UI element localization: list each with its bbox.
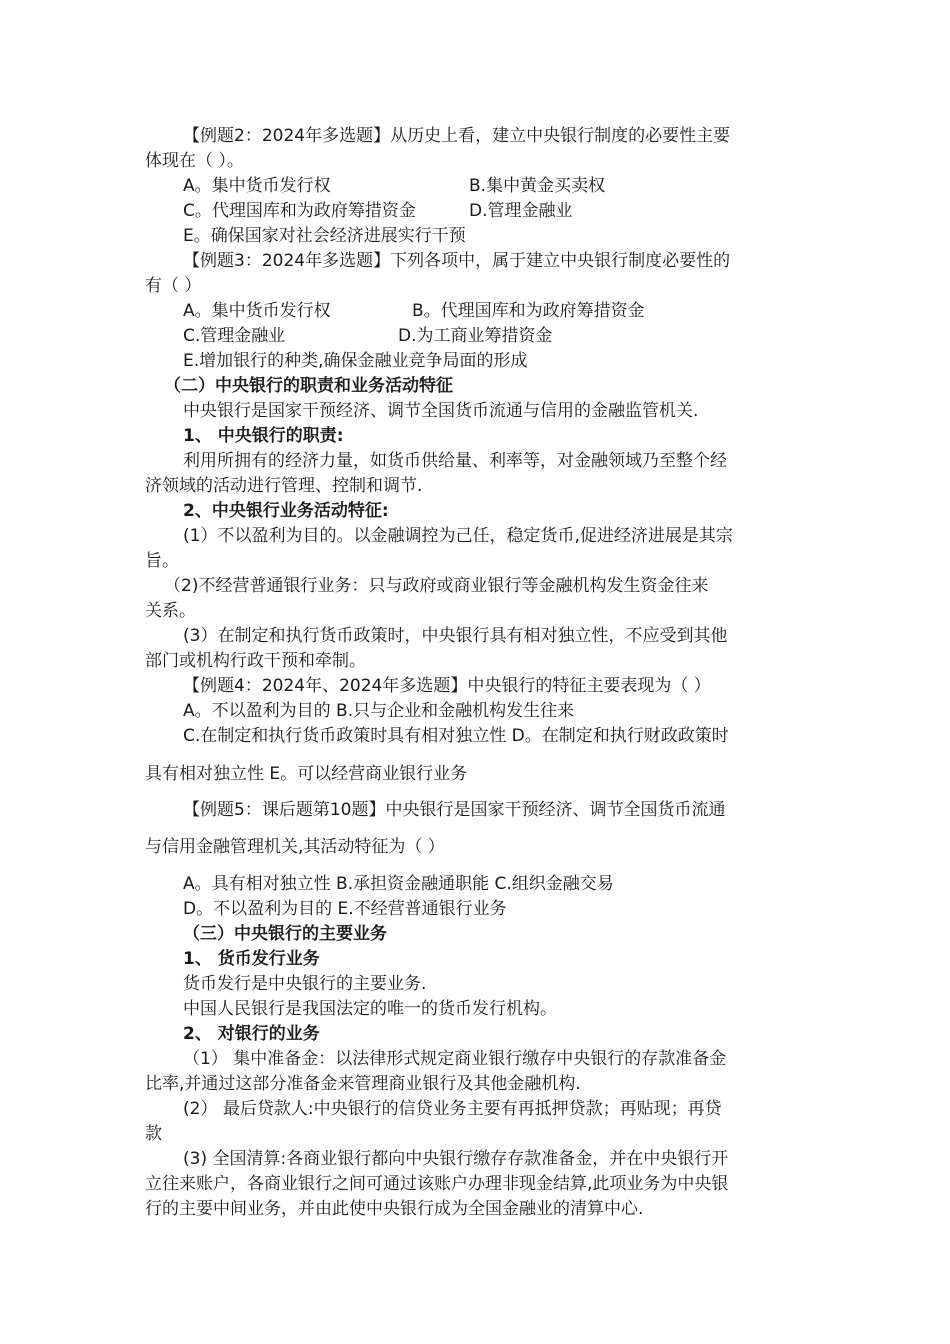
example-2-heading: 【例题2：2024年多选题】从历史上看，建立中央银行制度的必要性主要 xyxy=(183,126,731,146)
example-3-heading-cont: 有（ ） xyxy=(145,276,202,296)
paragraph: 利用所拥有的经济力量，如货币供给量、利率等，对金融领域乃至整个经 xyxy=(183,451,727,471)
options-line: A。不以盈利为目的 B.只与企业和金融机构发生往来 xyxy=(183,701,575,721)
option-b: B。代理国库和为政府筹措资金 xyxy=(412,301,645,321)
option-c: C.管理金融业 xyxy=(183,326,286,346)
example-5-heading: 【例题5：课后题第10题】中央银行是国家干预经济、调节全国货币流通 xyxy=(183,800,726,820)
options-line-cont: 具有相对独立性 E。可以经营商业银行业务 xyxy=(145,764,468,784)
paragraph-cont: 行的主要中间业务，并由此使中央银行成为全国金融业的清算中心. xyxy=(145,1199,644,1219)
example-3-heading: 【例题3：2024年多选题】下列各项中，属于建立中央银行制度必要性的 xyxy=(183,251,731,271)
subsection-heading: 1、 中央银行的职责: xyxy=(183,426,344,446)
options-line: C.在制定和执行货币政策时具有相对独立性 D。在制定和执行财政政策时 xyxy=(183,726,729,746)
paragraph-cont: 旨。 xyxy=(145,551,179,571)
option-c: C。代理国库和为政府筹措资金 xyxy=(183,201,416,221)
option-a: A。集中货币发行权 xyxy=(183,176,331,196)
paragraph-cont: 济领域的活动进行管理、控制和调节. xyxy=(145,476,423,496)
paragraph-cont: 部门或机构行政干预和牵制。 xyxy=(145,651,366,671)
paragraph: 货币发行是中央银行的主要业务. xyxy=(183,974,427,994)
paragraph: (3) 全国清算:各商业银行都向中央银行缴存存款准备金，并在中央银行开 xyxy=(183,1149,729,1169)
paragraph: （1） 集中准备金：以法律形式规定商业银行缴存中央银行的存款准备金 xyxy=(183,1049,727,1069)
section-heading: （二）中央银行的职责和业务活动特征 xyxy=(164,376,453,396)
paragraph-cont: 款 xyxy=(145,1124,162,1144)
option-a: A。集中货币发行权 xyxy=(183,301,331,321)
option-e: E.增加银行的种类,确保金融业竞争局面的形成 xyxy=(183,351,528,371)
option-b: B.集中黄金买卖权 xyxy=(469,176,606,196)
subsection-heading: 2、中央银行业务活动特征: xyxy=(183,501,389,521)
paragraph-cont: 关系。 xyxy=(145,601,196,621)
option-e: E。确保国家对社会经济进展实行干预 xyxy=(183,226,466,246)
example-2-heading-cont: 体现在（ ）。 xyxy=(145,151,244,171)
subsection-heading: 2、 对银行的业务 xyxy=(183,1024,320,1044)
subsection-heading: 1、 货币发行业务 xyxy=(183,949,320,969)
paragraph: (2） 最后贷款人:中央银行的信贷业务主要有再抵押贷款；再贴现；再贷 xyxy=(183,1099,722,1119)
example-4-heading: 【例题4：2024年、2024年多选题】中央银行的特征主要表现为（ ） xyxy=(183,676,711,696)
options-line: D。不以盈利为目的 E.不经营普通银行业务 xyxy=(183,899,507,919)
paragraph: (1）不以盈利为目的。以金融调控为己任，稳定货币,促进经济进展是其宗 xyxy=(183,526,733,546)
paragraph: 中央银行是国家干预经济、调节全国货币流通与信用的金融监管机关. xyxy=(183,401,699,421)
paragraph-cont: 比率,并通过这部分准备金来管理商业银行及其他金融机构. xyxy=(145,1074,581,1094)
options-line: A。具有相对独立性 B.承担资金融通职能 C.组织金融交易 xyxy=(183,874,614,894)
paragraph-cont: 立往来账户，各商业银行之间可通过该账户办理非现金结算,此项业务为中央银 xyxy=(145,1174,729,1194)
option-d: D.管理金融业 xyxy=(469,201,573,221)
paragraph: （2)不经营普通银行业务：只与政府或商业银行等金融机构发生资金往来 xyxy=(164,576,709,596)
section-heading: （三）中央银行的主要业务 xyxy=(183,924,387,944)
option-d: D.为工商业筹措资金 xyxy=(398,326,553,346)
paragraph: 中国人民银行是我国法定的唯一的货币发行机构。 xyxy=(183,999,557,1019)
paragraph: (3）在制定和执行货币政策时，中央银行具有相对独立性，不应受到其他 xyxy=(183,626,728,646)
example-5-heading-cont: 与信用金融管理机关,其活动特征为（ ） xyxy=(145,837,445,857)
